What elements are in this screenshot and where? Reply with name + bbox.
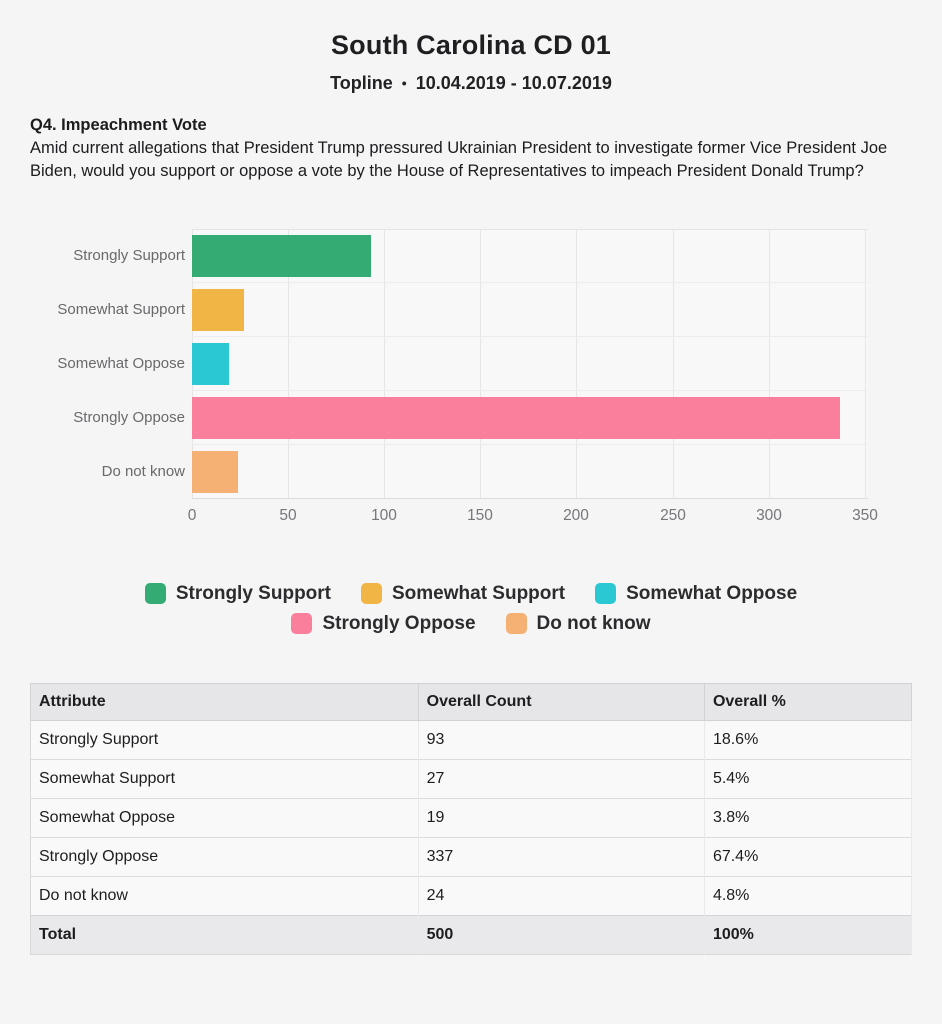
table-cell: Total <box>31 915 419 954</box>
bar <box>192 451 238 493</box>
table-cell: 24 <box>418 876 704 915</box>
bar-row <box>30 391 942 445</box>
legend-label: Do not know <box>536 612 651 634</box>
bar-rows <box>30 229 942 499</box>
chart-legend <box>0 583 942 635</box>
bar-row <box>30 445 942 499</box>
table-cell: Strongly Support <box>31 720 419 759</box>
x-axis-tick-label: 150 <box>467 506 493 524</box>
page-subtitle <box>0 73 942 94</box>
legend-swatch-icon <box>506 613 527 634</box>
table-cell: Somewhat Oppose <box>31 798 419 837</box>
table-cell: 27 <box>418 759 704 798</box>
table-header-cell: Overall Count <box>418 683 704 720</box>
legend-row <box>0 583 942 605</box>
table-cell: Do not know <box>31 876 419 915</box>
legend-label: Strongly Support <box>175 582 331 604</box>
x-axis-tick-label: 200 <box>563 506 589 524</box>
table-body <box>31 720 912 954</box>
bar-track <box>192 283 868 337</box>
category-label: Somewhat Support <box>57 301 185 319</box>
category-label: Do not know <box>101 463 185 481</box>
legend-label: Strongly Oppose <box>322 612 476 634</box>
table-cell: Strongly Oppose <box>31 837 419 876</box>
question-text: Amid current allegations that President Trump pressured Ukrainian President to investigate former Vice President Joe Biden, would you support or oppose a vote by the House of Representatives to impeach President Donald Trump? <box>30 139 888 180</box>
table-cell: 3.8% <box>704 798 911 837</box>
bar-track <box>192 391 868 445</box>
legend-swatch-icon <box>291 613 312 634</box>
table-cell: 4.8% <box>704 876 911 915</box>
question-heading: Q4. Impeachment Vote <box>30 116 207 134</box>
legend-swatch-icon <box>595 583 616 604</box>
bar-row <box>30 229 942 283</box>
legend-label: Somewhat Support <box>392 582 566 604</box>
category-label: Somewhat Oppose <box>57 355 185 373</box>
legend-swatch-icon <box>361 583 382 604</box>
question-block <box>30 116 912 183</box>
table-cell: 93 <box>418 720 704 759</box>
table-cell: 18.6% <box>704 720 911 759</box>
table-cell: 337 <box>418 837 704 876</box>
x-axis-tick-label: 50 <box>279 506 297 524</box>
legend-item <box>595 583 797 605</box>
legend-item <box>361 583 565 605</box>
x-axis-tick-label: 250 <box>660 506 686 524</box>
x-axis-tick-label: 350 <box>852 506 878 524</box>
table-cell: 5.4% <box>704 759 911 798</box>
legend-item <box>291 613 475 635</box>
bar-row <box>30 283 942 337</box>
table-row <box>31 759 912 798</box>
bar-row <box>30 337 942 391</box>
table-row <box>31 876 912 915</box>
table-row <box>31 720 912 759</box>
page-title: South Carolina CD 01 <box>330 30 612 60</box>
subtitle-dates: 10.04.2019 - 10.07.2019 <box>415 73 612 93</box>
category-label: Strongly Oppose <box>73 409 185 427</box>
bullet-separator: • <box>401 75 407 91</box>
legend-swatch-icon <box>145 583 166 604</box>
table-cell: 19 <box>418 798 704 837</box>
table-header-cell: Overall % <box>704 683 911 720</box>
bar <box>192 235 371 277</box>
results-table <box>30 683 912 955</box>
table-header-cell: Attribute <box>31 683 419 720</box>
legend-item <box>506 613 651 635</box>
category-label: Strongly Support <box>73 247 185 265</box>
subtitle-label: Topline <box>330 73 393 93</box>
table-row <box>31 837 912 876</box>
bar <box>192 397 840 439</box>
table-cell: Somewhat Support <box>31 759 419 798</box>
x-axis-tick-label: 100 <box>371 506 397 524</box>
table-total-row <box>31 915 912 954</box>
bar-track <box>192 229 868 283</box>
table-cell: 100% <box>704 915 911 954</box>
x-axis <box>187 506 878 529</box>
x-axis-tick-label: 300 <box>756 506 782 524</box>
legend-row <box>0 613 942 635</box>
table-cell: 500 <box>418 915 704 954</box>
bar <box>192 289 244 331</box>
bar-track <box>192 445 868 499</box>
bar <box>192 343 229 385</box>
legend-label: Somewhat Oppose <box>626 582 798 604</box>
table-row <box>31 798 912 837</box>
table-cell: 67.4% <box>704 837 911 876</box>
legend-item <box>145 583 331 605</box>
bar-track <box>192 337 868 391</box>
x-axis-tick-label: 0 <box>187 506 197 524</box>
table-header-row <box>31 683 912 720</box>
bar-chart <box>30 229 912 535</box>
